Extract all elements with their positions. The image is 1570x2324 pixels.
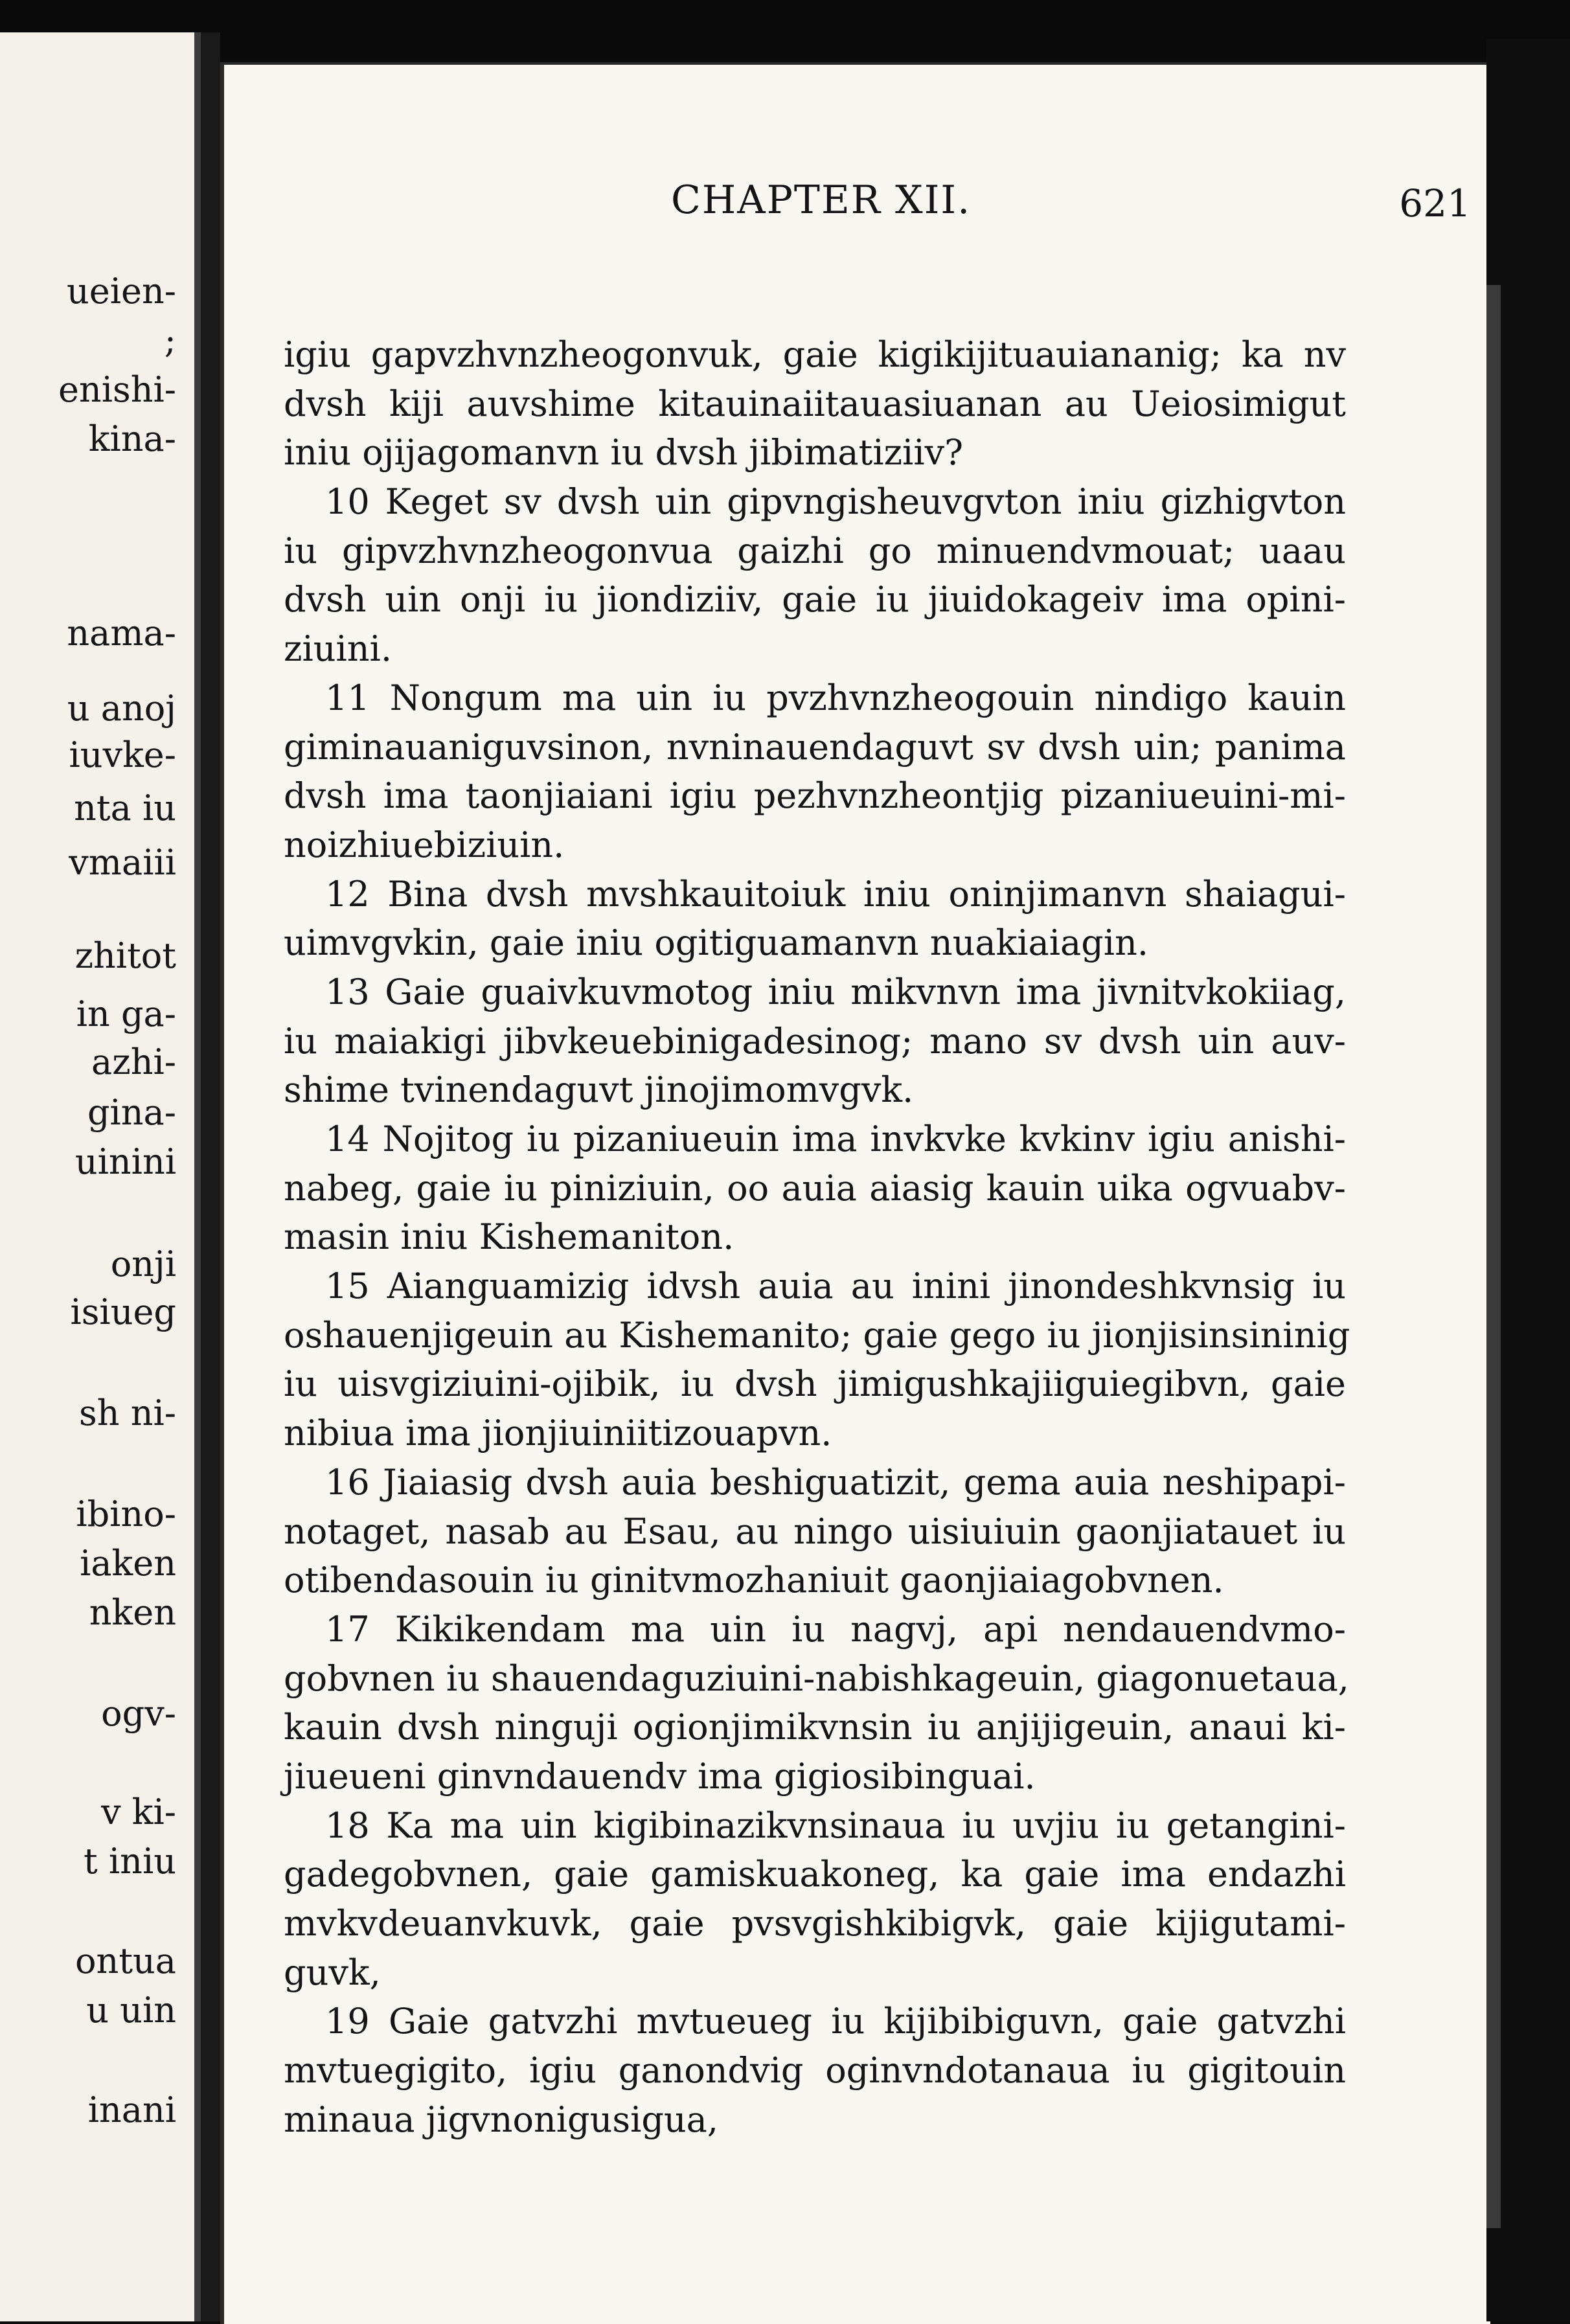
text-line: noizhiuebiziuin. <box>284 824 565 865</box>
text-line: gobvnen iu shauendaguziuini-nabishkageuin, giagonuetaua, <box>284 1658 1349 1699</box>
text-line: masin iniu Kishemaniton. <box>284 1216 734 1258</box>
verse-18-start: 18 Ka ma uin kigibinazikvnsinaua iu uvjiu iu getangini- <box>325 1805 1346 1846</box>
left-page-fragment: nta iu <box>74 788 176 828</box>
left-page-fragment: nama- <box>67 613 176 654</box>
text-line: shime tvinendaguvt jinojimomvgvk. <box>284 1069 914 1111</box>
left-page-fragment: nken <box>89 1592 176 1633</box>
left-page-fragment: in ga- <box>76 994 176 1034</box>
text-line: nibiua ima jionjiuiniitizouapvn. <box>284 1413 832 1454</box>
left-page-fragment: azhi- <box>91 1042 176 1082</box>
page-number: 621 <box>1399 181 1471 225</box>
left-page-fragment: kina- <box>88 418 176 459</box>
left-page-fragment: ibino- <box>76 1494 176 1534</box>
left-page-fragment: u anoj <box>67 688 176 729</box>
left-page-fragment: enishi- <box>58 369 176 410</box>
text-line: mvtuegigito, igiu ganondvig oginvndotanaua iu gigitouin <box>284 2050 1346 2091</box>
left-page-fragment: ogv- <box>101 1693 176 1734</box>
left-page-fragment: vmaiii <box>69 842 176 883</box>
left-page-fragment: zhitot <box>74 935 176 976</box>
text-line: dvsh uin onji iu jiondiziiv, gaie iu jiuidokageiv ima opini- <box>284 579 1346 621</box>
text-line: iu maiakigi jibvkeuebinigadesinog; mano sv dvsh uin auv- <box>284 1020 1346 1062</box>
text-line: kauin dvsh ninguji ogionjimikvnsin iu anjijigeuin, anaui ki- <box>284 1707 1346 1748</box>
scan-border-right <box>1486 39 1570 2321</box>
left-page-fragment: inani <box>87 2090 176 2130</box>
left-page-fragment: ueien- <box>67 271 176 312</box>
verse-10-start: 10 Keget sv dvsh uin gipvngisheuvgvton iniu gizhigvton <box>325 481 1346 523</box>
text-line: nabeg, gaie iu piniziuin, oo auia aiasig kauin uika ogvuabv- <box>284 1167 1346 1209</box>
verse-14-start: 14 Nojitog iu pizaniueuin ima invkvke kvkinv igiu anishi- <box>325 1119 1346 1159</box>
text-line: igiu gapvzhvnzheogonvuk, gaie kigikijituauiananig; ka nv <box>284 334 1346 375</box>
text-line: mvkvdeuanvkuvk, gaie pvsvgishkibigvk, gaie kijigutami- <box>284 1903 1346 1944</box>
left-page-fragment: gina- <box>87 1092 176 1133</box>
left-page-fragment: sh ni- <box>79 1393 176 1433</box>
left-facing-page <box>0 32 201 2321</box>
verse-15-start: 15 Aianguamizig idvsh auia au inini jinondeshkvnsig iu <box>325 1266 1346 1307</box>
verse-13-start: 13 Gaie guaivkuvmotog iniu mikvnvn ima jivnitvkokiiag, <box>325 971 1346 1012</box>
text-line: dvsh ima taonjiaiani igiu pezhvnzheontjig pizaniueuini-mi- <box>284 775 1346 817</box>
text-line: uimvgvkin, gaie iniu ogitiguamanvn nuakiaiagin. <box>284 922 1149 964</box>
text-line: gadegobvnen, gaie gamiskuakoneg, ka gaie ima endazhi <box>284 1854 1346 1895</box>
verse-11-start: 11 Nongum ma uin iu pvzhvnzheogouin nindigo kauin <box>325 677 1346 718</box>
text-line: iniu ojijagomanvn iu dvsh jibimatiziiv? <box>284 432 964 473</box>
left-page-fragment: t iniu <box>84 1841 176 1882</box>
text-body <box>284 330 1350 2144</box>
verse-17-start: 17 Kikikendam ma uin iu nagvj, api nendauendvmo- <box>325 1608 1346 1650</box>
verse-16-start: 16 Jiaiasig dvsh auia beshiguatizit, gema auia neshipapi- <box>325 1461 1346 1503</box>
chapter-title: CHAPTER XII. <box>671 177 972 223</box>
left-page-fragment: isiueg <box>70 1292 176 1332</box>
left-page-fragment: u uin <box>86 1990 176 2031</box>
text-line: guvk, <box>284 1952 381 1993</box>
left-page-fragment: uinini <box>74 1141 176 1182</box>
running-header <box>224 177 1490 236</box>
verse-12-start: 12 Bina dvsh mvshkauitoiuk iniu oninjimanvn shaiagui- <box>325 873 1346 915</box>
left-page-fragment: ; <box>164 320 176 361</box>
text-line: iu gipvzhvnzheogonvua gaizhi go minuendvmouat; uaau <box>284 530 1346 571</box>
left-page-fragment: ontua <box>75 1941 176 1981</box>
book-gutter <box>201 32 220 2321</box>
text-line: otibendasouin iu ginitvmozhaniuit gaonjiaiagobvnen. <box>284 1560 1224 1601</box>
text-line: oshauenjigeuin au Kishemanito; gaie gego iu jionjisinsininig <box>284 1314 1350 1356</box>
scan-border-top <box>0 0 1570 58</box>
text-line: ziuini. <box>284 628 392 670</box>
text-line: giminauaniguvsinon, nvninauendaguvt sv dvsh uin; panima <box>284 726 1346 768</box>
text-line: minaua jigvnonigusigua, <box>284 2099 719 2140</box>
text-line: jiueueni ginvndauendv ima gigiosibinguai. <box>284 1755 1036 1797</box>
left-page-fragment: iaken <box>80 1543 176 1584</box>
main-page <box>220 62 1490 2324</box>
left-page-fragment: iuvke- <box>69 735 176 775</box>
text-line: notaget, nasab au Esau, au ningo uisiuiuin gaonjiatauet iu <box>284 1510 1346 1552</box>
text-line: iu uisvgiziuini-ojibik, iu dvsh jimigushkajiiguiegibvn, gaie <box>284 1363 1346 1405</box>
verse-19-start: 19 Gaie gatvzhi mvtueueg iu kijibibiguvn, gaie gatvzhi <box>325 2001 1346 2042</box>
left-page-fragment: onji <box>110 1244 176 1284</box>
left-page-fragment: v ki- <box>101 1792 176 1832</box>
text-line: dvsh kiji auvshime kitauinaiitauasiuanan au Ueiosimigut <box>284 383 1346 424</box>
page-edge-shadow <box>1486 285 1501 2228</box>
